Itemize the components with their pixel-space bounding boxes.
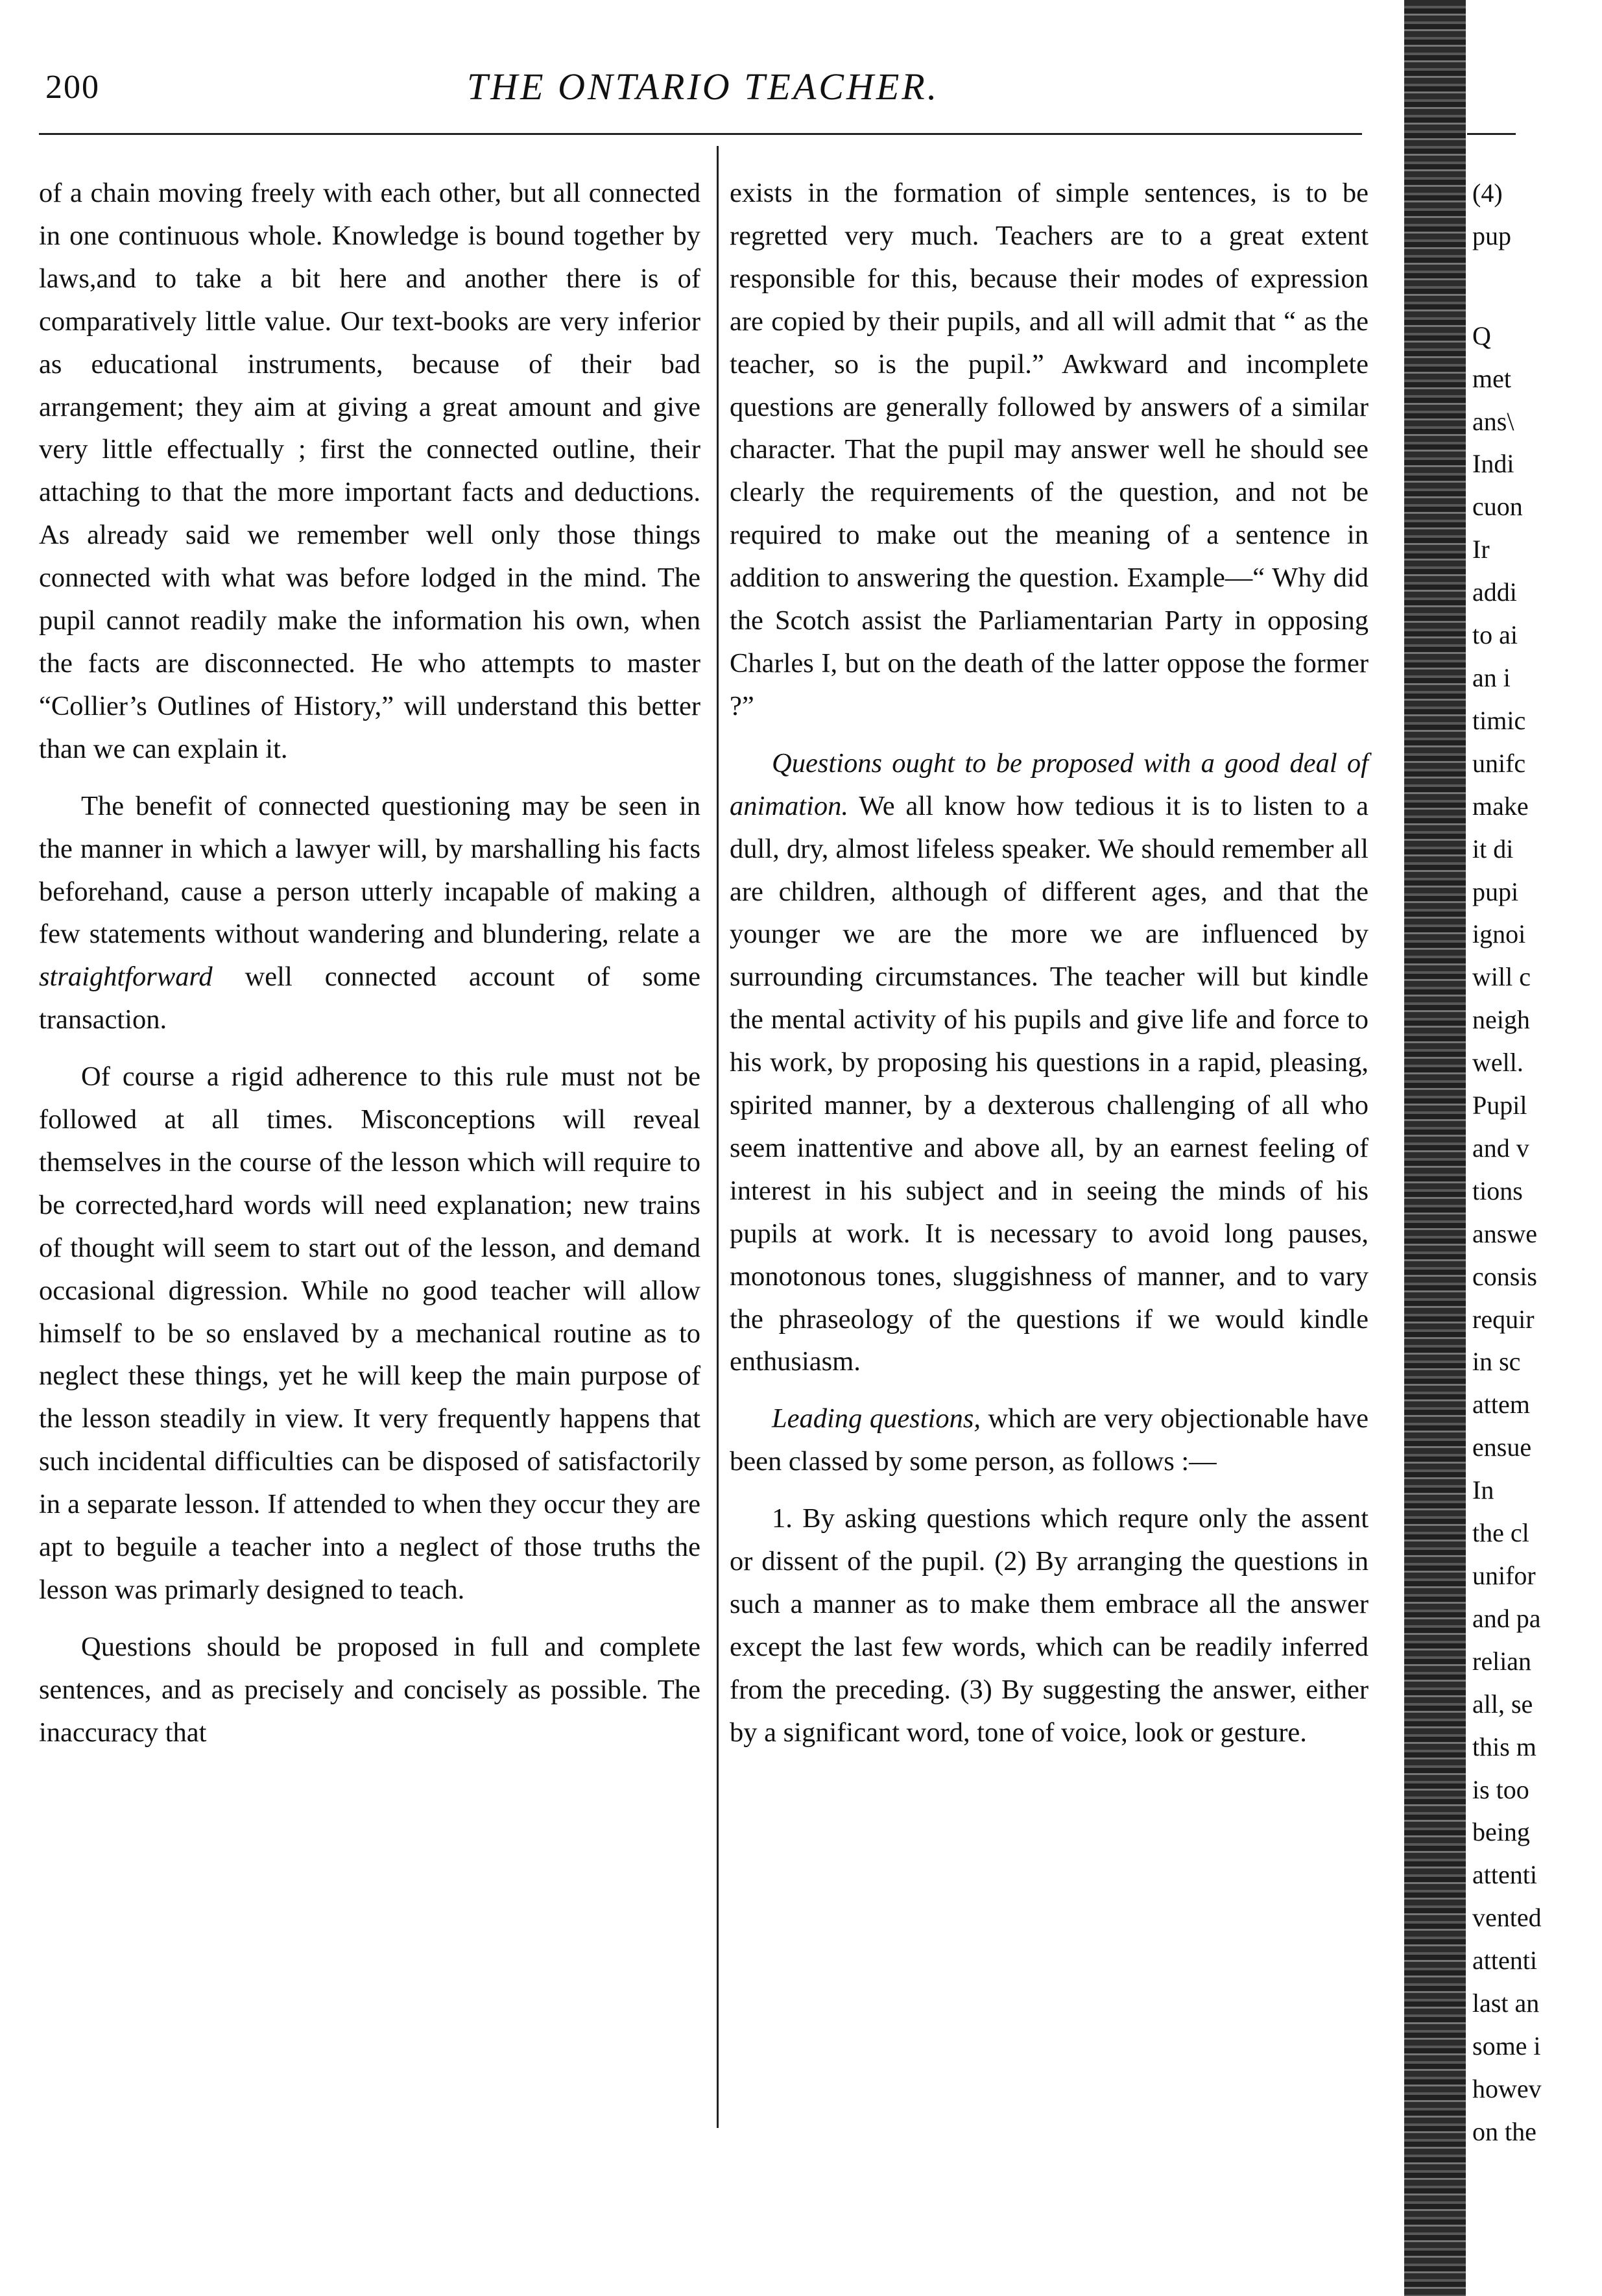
next-page-fragment: Pupil	[1472, 1091, 1527, 1120]
left-paragraph-2-start: The benefit of connected questioning may be seen in the manner in which a lawyer will, by marshalling his facts beforehand, cause a person utterly incapable of making a few statements without wandering and blundering, relate a	[39, 790, 700, 950]
next-page-fragment: attenti	[1472, 1946, 1537, 1976]
next-page-fragment: in sc	[1472, 1347, 1521, 1377]
left-paragraph-2-end: well connected account of some transaction.	[39, 961, 700, 1035]
next-page-fragment: make	[1472, 791, 1529, 821]
next-page-fragment: last an	[1472, 1988, 1540, 2018]
next-page-fragment: (4)	[1472, 178, 1503, 208]
left-paragraph-2	[39, 785, 700, 1041]
next-page-fragment: attem	[1472, 1390, 1530, 1420]
column-divider	[717, 146, 719, 2128]
next-page-fragment: the cl	[1472, 1518, 1529, 1548]
left-paragraph-1: of a chain moving freely with each other, but all connected in one continuous whole. Knowledge is bound together by laws,and to take a bit here and another there is of comparatively little value. Our text-books are very inferior as educational instruments, because of their bad arrangement; they aim at giving a great amount and give very little effectually ; first the connected outline, their attaching to that the more important facts and deductions. As already said we remember well only those things connected with what was before lodged in the mind. The pupil cannot readily make the information his own, when the facts are disconnected. He who attempts to master “Collier’s Outlines of History,” will understand this better than we can explain it.	[39, 178, 700, 764]
right-paragraph-2-text: We all know how tedious it is to listen to a dull, dry, almost lifeless speaker. We should remember all are children, although of different ages, and that the younger we are the more we are influenced by surrounding circumstances. The teacher will but kindle the mental activity of his pupils and give life and force to his work, by proposing his questions in a rapid, pleasing, spirited manner, by a dexterous challenging of all who seem inattentive and above all, by an earnest feeling of interest in his subject and in seeing the minds of his pupils at work. It is necessary to avoid long pauses, monotonous tones, sluggishness of manner, and to vary the phraseology of the questions if we would kindle enthusiasm.	[730, 790, 1369, 1377]
next-page-fragments	[1472, 172, 1602, 2153]
next-page-fragment: all, se	[1472, 1689, 1533, 1719]
scan-gutter-strip	[1404, 0, 1466, 2296]
right-paragraph-2-italic: Questions ought to be proposed with a good deal of animation.	[730, 747, 1369, 821]
next-page-fragment: howev	[1472, 2073, 1542, 2103]
next-page-fragment: relian	[1472, 1646, 1532, 1676]
next-page-fragment: attenti	[1472, 1860, 1537, 1890]
next-page-fragment: neigh	[1472, 1005, 1530, 1035]
right-paragraph-3-italic: Leading questions,	[772, 1403, 981, 1434]
next-page-fragment: it di	[1472, 834, 1514, 864]
next-page-fragment: and pa	[1472, 1603, 1541, 1633]
right-paragraph-2	[730, 742, 1369, 1384]
next-page-fragment: addi	[1472, 577, 1517, 607]
next-page-fragment: some i	[1472, 2031, 1541, 2060]
next-page-fragment: on the	[1472, 2116, 1536, 2146]
running-title: THE ONTARIO TEACHER.	[467, 66, 940, 108]
next-page-fragment: this m	[1472, 1732, 1536, 1761]
next-page-fragment: ans\	[1472, 406, 1514, 436]
next-page-fragment: being	[1472, 1817, 1530, 1847]
right-column	[730, 172, 1369, 1769]
next-page-fragment: timic	[1472, 705, 1526, 735]
next-page-fragment: answe	[1472, 1218, 1537, 1248]
next-page-fragment: vented	[1472, 1903, 1542, 1933]
page-number: 200	[45, 69, 100, 106]
next-page-fragment: to ai	[1472, 620, 1518, 650]
next-page-fragment: ensue	[1472, 1432, 1532, 1462]
left-paragraph-2-italic: straightforward	[39, 961, 213, 993]
next-page-fragment: met	[1472, 363, 1511, 393]
next-page-fragment: requir	[1472, 1304, 1535, 1334]
next-page-fragment: unifor	[1472, 1561, 1536, 1590]
right-paragraph-1: exists in the formation of simple sentences, is to be regretted very much. Teachers are to a great extent responsible for this, because their modes of expression are copied by their pupils, and all will admit that “ as the teacher, so is the pupil.” Awkward and incomplete questions are generally followed by answers of a similar character. That the pupil may answer well he should see clearly the requirements of the question, and not be required to make out the meaning of a sentence in addition to answering the question. Example—“ Why did the Scotch assist the Parliamentarian Party in opposing Charles I, but on the death of the latter oppose the former ?”	[730, 178, 1369, 721]
next-page-fragment: will c	[1472, 962, 1531, 992]
right-paragraph-4: 1. By asking questions which requre only the assent or dissent of the pupil. (2) By arranging the questions in such a manner as to make them embrace all the answer except the last few words, which can be readily inferred from the preceding. (3) By suggesting the answer, either by a significant word, tone of voice, look or gesture.	[730, 1503, 1369, 1748]
next-page-fragment: pup	[1472, 221, 1511, 250]
next-page-fragment: well.	[1472, 1048, 1524, 1078]
left-column	[39, 172, 700, 1769]
next-page-fragment: cuon	[1472, 492, 1523, 522]
next-page-fragment: Indi	[1472, 449, 1514, 479]
right-paragraph-3-text: which are very objectionable have been classed by some person, as follows :—	[730, 1403, 1369, 1477]
next-page-fragment: ignoi	[1472, 919, 1526, 949]
next-page-fragment: an i	[1472, 662, 1511, 692]
next-page-fragment: pupi	[1472, 876, 1519, 906]
next-page-rule	[1467, 133, 1516, 135]
next-page-fragment: In	[1472, 1475, 1494, 1505]
next-page-fragment: and v	[1472, 1133, 1529, 1163]
next-page-fragment: tions	[1472, 1176, 1523, 1205]
next-page-fragment: unifc	[1472, 748, 1526, 778]
header-rule	[39, 133, 1362, 135]
next-page-fragment: Q	[1472, 320, 1491, 350]
next-page-fragment: consis	[1472, 1261, 1537, 1291]
left-paragraph-4: Questions should be proposed in full and complete sentences, and as precisely and concisely as possible. The inaccuracy that	[39, 1631, 700, 1748]
next-page-fragment: is too	[1472, 1774, 1529, 1804]
next-page-fragment	[1472, 272, 1602, 315]
left-paragraph-3: Of course a rigid adherence to this rule must not be followed at all times. Misconceptions will reveal themselves in the course of the lesson which will require to be corrected,hard words will need explanation; new trains of thought will seem to start out of the lesson, and demand occasional digression. While no good teacher will allow himself to be so enslaved by a mechanical routine as to neglect these things, yet he will keep the main purpose of the lesson steadily in view. It very frequently happens that such incidental difficulties can be disposed of satisfactorily in a separate lesson. If attended to when they occur they are apt to beguile a teacher into a neglect of those truths the lesson was primarly designed to teach.	[39, 1061, 700, 1605]
next-page-fragment: Ir	[1472, 535, 1490, 564]
right-paragraph-3	[730, 1397, 1369, 1483]
